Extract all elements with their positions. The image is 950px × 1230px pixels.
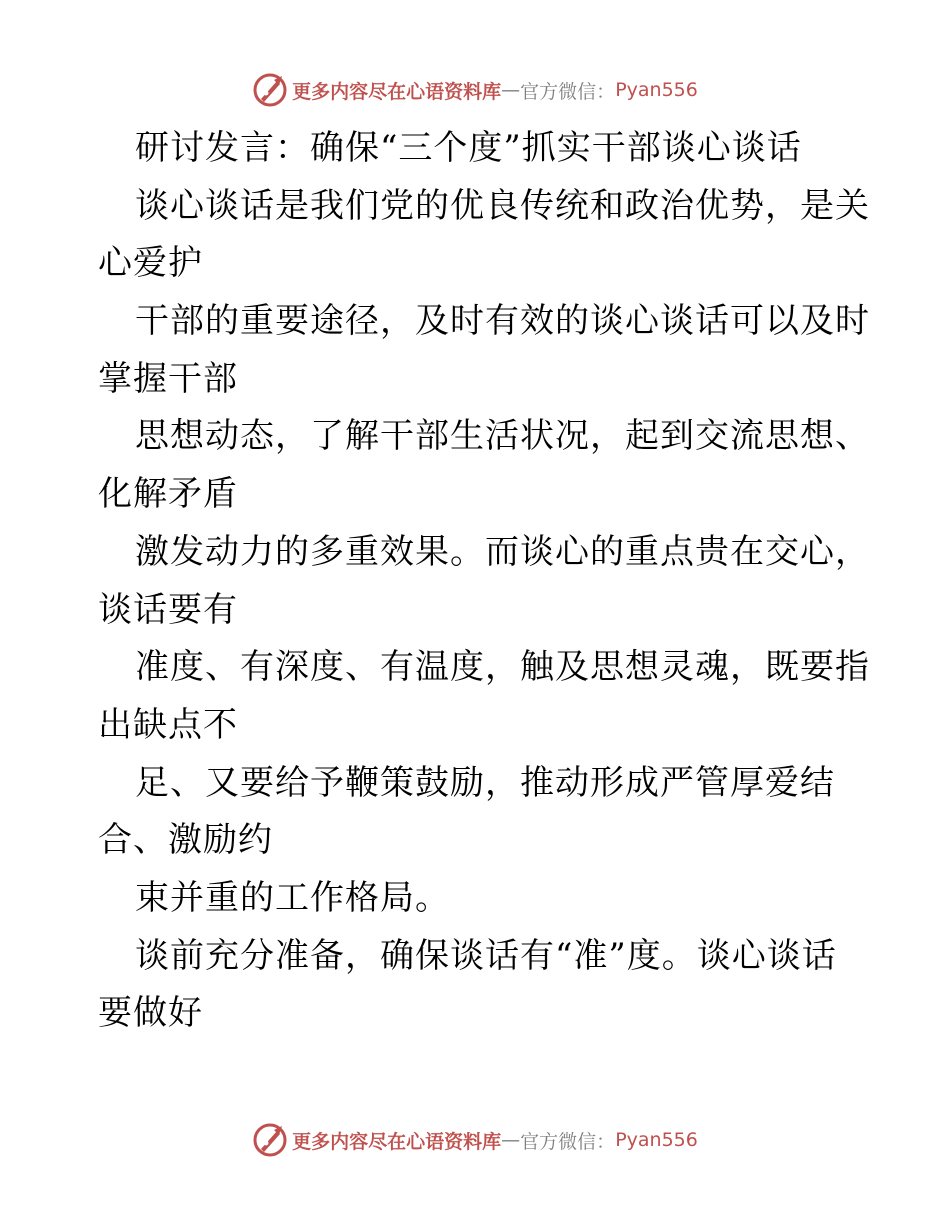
paragraph-line: 合、激励约 <box>98 820 273 861</box>
banner-dash: — <box>501 79 521 101</box>
quill-logo-icon <box>252 72 288 108</box>
paragraph-line: 出缺点不 <box>98 704 238 745</box>
banner-wechat-id: Pyan556 <box>615 79 698 101</box>
footer-banner <box>0 1120 950 1160</box>
banner-main-text: 更多内容尽在心语资料库 <box>292 80 502 103</box>
paragraph-line: 激发动力的多重效果。而谈心的重点贵在交心， <box>135 531 870 572</box>
paragraph-line: 足、又要给予鞭策鼓励，推动形成严管厚爱结 <box>135 762 835 803</box>
paragraph-line: 束并重的工作格局。 <box>135 877 450 918</box>
banner-wechat-id: Pyan556 <box>615 1129 698 1151</box>
paragraph-line: 准度、有深度、有温度，触及思想灵魂，既要指 <box>135 647 870 688</box>
banner-wechat-label: 官方微信： <box>520 80 616 103</box>
paragraph-line: 化解矛盾 <box>98 474 238 515</box>
document-body <box>98 120 870 1043</box>
paragraph-line: 思想动态，了解干部生活状况，起到交流思想、 <box>135 416 870 457</box>
paragraph-line: 掌握干部 <box>98 358 238 399</box>
document-title: 研讨发言：确保“三个度”抓实干部谈心谈话 <box>135 128 802 168</box>
banner-main-text: 更多内容尽在心语资料库 <box>292 1130 502 1153</box>
paragraph-line: 干部的重要途径，及时有效的谈心谈话可以及时 <box>135 301 870 342</box>
header-banner <box>0 70 950 110</box>
banner-dash: — <box>501 1129 521 1151</box>
paragraph-line: 心爱护 <box>98 243 203 284</box>
paragraph-line: 谈话要有 <box>98 589 238 630</box>
paragraph-line: 谈心谈话是我们党的优良传统和政治优势，是关 <box>135 185 870 226</box>
paragraph-line: 谈前充分准备，确保谈话有“准”度。谈心谈话 <box>135 935 837 976</box>
paragraph-line: 要做好 <box>98 993 203 1034</box>
banner-wechat-label: 官方微信： <box>520 1130 616 1153</box>
quill-logo-icon <box>252 1122 288 1158</box>
